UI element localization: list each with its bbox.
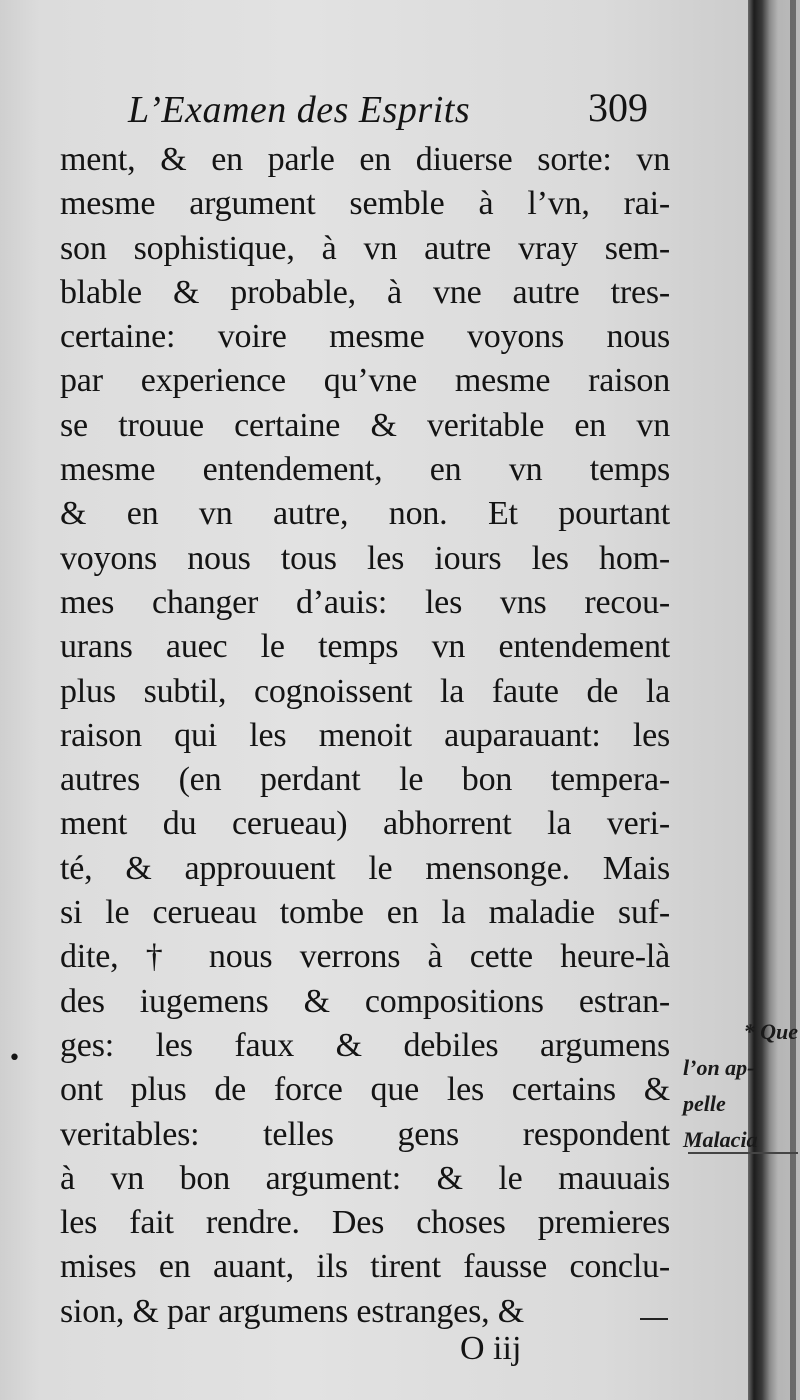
text-line: ment, & en parle en diuerse sorte: vn (60, 141, 670, 178)
text-line: urans auec le temps vn entendement (60, 628, 670, 666)
marginal-note-line: Malacia (683, 1127, 758, 1152)
marginal-note-line: pelle (683, 1091, 726, 1116)
text-line: par experience qu’vne mesme raison (60, 362, 670, 400)
text-line: des iugemens & compositions estran- (60, 982, 670, 1020)
text-line: ment du cerueau) abhorrent la veri- (60, 805, 670, 843)
text-line: autres (en perdant le bon tempera- (60, 761, 670, 799)
text-line: sion, & par argumens estranges, & (60, 1292, 524, 1330)
text-line: certaine: voire mesme voyons nous (60, 318, 670, 356)
body-text (60, 138, 670, 1334)
text-line: blable & probable, à vne autre tres- (60, 273, 670, 311)
signature-mark: O iij (460, 1330, 522, 1367)
text-line: raison qui les menoit auparauant: les (60, 716, 670, 754)
running-title: L’Examen des Esprits (128, 89, 471, 131)
text-line: mises en auant, ils tirent fausse conclu- (60, 1248, 670, 1286)
page-header (128, 82, 648, 142)
text-line: té, & approuuent le mensonge. Mais (60, 849, 670, 887)
margin-mark: • (8, 1046, 21, 1071)
marginal-note-underline (688, 1152, 798, 1154)
page-edge-shadow (790, 0, 796, 1400)
marginal-note (683, 1014, 798, 1158)
text-line: se trouue certaine & veritable en vn (60, 406, 670, 444)
text-line: ont plus de force que les certains & (60, 1071, 670, 1109)
marginal-note-line: l’on ap- (683, 1055, 755, 1080)
text-line: plus subtil, cognoissent la faute de la (60, 672, 670, 710)
text-line: mesme entendement, en vn temps (60, 451, 670, 489)
marginal-note-line: * Que (743, 1019, 798, 1044)
text-line: les fait rendre. Des choses premieres (60, 1204, 670, 1242)
text-line: si le cerueau tombe en la maladie suf- (60, 894, 670, 932)
catchword-rule (640, 1318, 668, 1320)
text-line: mesme argument semble à l’vn, rai- (60, 185, 670, 223)
text-line: mes changer d’auis: les vns recou- (60, 583, 670, 621)
text-line: ges: les faux & debiles argumens (60, 1026, 670, 1064)
text-line: voyons nous tous les iours les hom- (60, 539, 670, 577)
text-line: & en vn autre, non. Et pourtant (60, 495, 670, 533)
text-line: dite, † nous verrons à cette heure-là (60, 938, 670, 976)
text-line: veritables: telles gens respondent (60, 1115, 670, 1153)
text-line: son sophistique, à vn autre vray sem- (60, 229, 670, 267)
text-line: à vn bon argument: & le mauuais (60, 1159, 670, 1197)
page-number: 309 (588, 85, 648, 130)
